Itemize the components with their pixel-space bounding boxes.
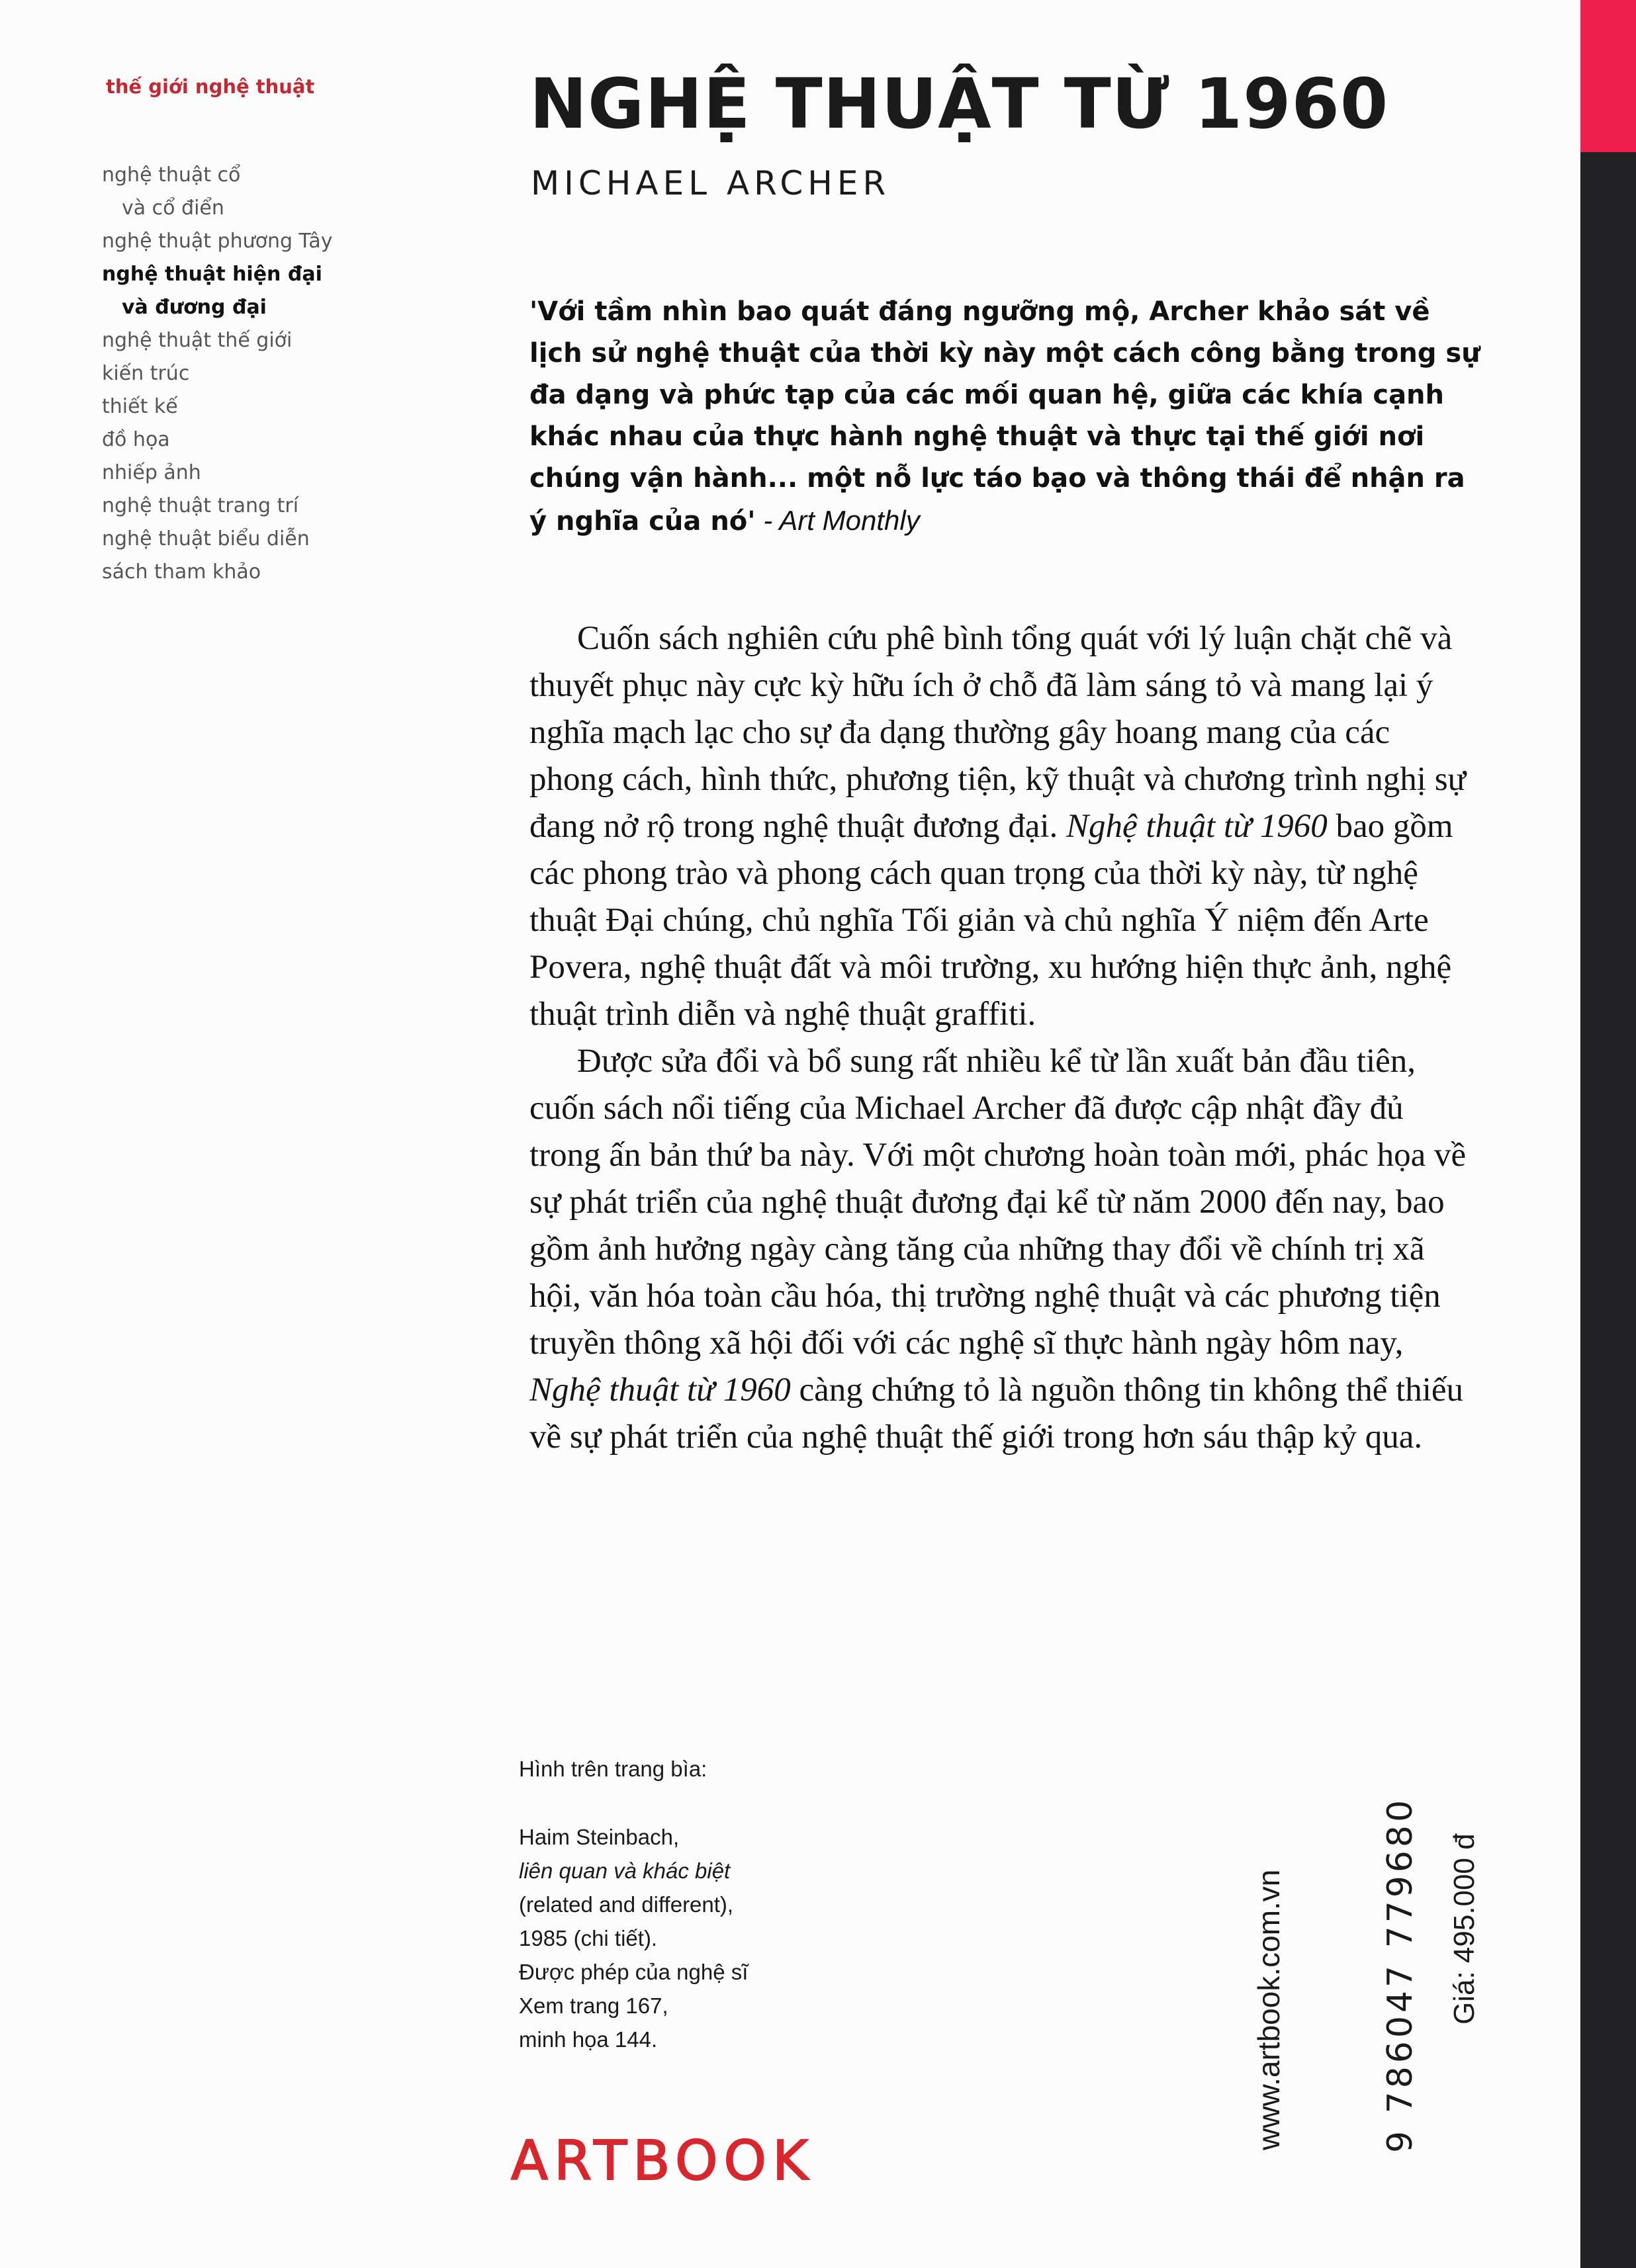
category-item: nghệ thuật phương Tây xyxy=(102,230,333,253)
category-item: nghệ thuật thế giới xyxy=(102,329,293,352)
category-item: thiết kế xyxy=(102,395,178,418)
book-author: MICHAEL ARCHER xyxy=(531,164,891,202)
caption-work-title: liên quan và khác biệt xyxy=(519,1858,731,1883)
category-item: sách tham khảo xyxy=(102,560,261,584)
description xyxy=(529,615,1482,1461)
caption-heading: Hình trên trang bìa: xyxy=(519,1757,707,1781)
caption-artist: Haim Steinbach, xyxy=(519,1825,680,1849)
series-label: thế giới nghệ thuật xyxy=(106,75,315,98)
series-category-list xyxy=(102,159,333,589)
category-item: và cổ điển xyxy=(122,196,224,220)
isbn-barcode-number: 9 786047 779680 xyxy=(1381,1796,1420,2153)
category-item: nhiếp ảnh xyxy=(102,461,201,484)
category-item: nghệ thuật biểu diễn xyxy=(102,527,310,550)
caption-page-ref: Xem trang 167, xyxy=(519,1993,668,2018)
description-text: Cuốn sách nghiên cứu phê bình tổng quát với lý luận chặt chẽ và thuyết phục này cực kỳ hữu ích ở chỗ đã làm sáng tỏ và mang lại ý nghĩa mạch lạc cho sự đa dạng thường gây hoang mang của các phong cách, hình thức, phương tiện, kỹ thuật và chương trình nghị sự đang nở rộ trong nghệ thuật đương đại. xyxy=(529,620,1467,845)
description-text: Được sửa đổi và bổ sung rất nhiều kể từ lần xuất bản đầu tiên, cuốn sách nổi tiếng của Michael Archer đã được cập nhật đầy đủ trong ấn bản thứ ba này. Với một chương hoàn toàn mới, phác họa về sự phát triển của nghệ thuật đương đại kể từ năm 2000 đến nay, bao gồm ảnh hưởng ngày càng tăng của những thay đổi về chính trị xã hội, văn hóa toàn cầu hóa, thị trường nghệ thuật và các phương tiện truyền thông xã hội đối với các nghệ sĩ thực hành ngày hôm nay, xyxy=(529,1043,1467,1362)
quote-text: 'Với tầm nhìn bao quát đáng ngưỡng mộ, Archer khảo sát về lịch sử nghệ thuật của thời kỳ này một cách công bằng trong sự đa dạng và phức tạp của các mối quan hệ, giữa các khía cạnh khác nhau của thực hành nghệ thuật và thực tại thế giới nơi chúng vận hành... một nỗ lực táo bạo và thông thái để nhận ra ý nghĩa của nó' xyxy=(529,296,1480,537)
category-item: và đương đại xyxy=(122,296,267,319)
description-paragraph-2 xyxy=(529,1038,1482,1461)
description-paragraph-1 xyxy=(529,615,1482,1038)
cover-image-caption xyxy=(519,1752,748,2056)
category-item: đồ họa xyxy=(102,428,170,451)
caption-work-title-en: (related and different), xyxy=(519,1892,734,1917)
publisher-logo-text: ARTBOOK xyxy=(511,2130,814,2190)
category-item: kiến trúc xyxy=(102,362,190,385)
category-item: nghệ thuật cổ xyxy=(102,163,241,187)
artbook-logo xyxy=(510,2130,907,2190)
review-quote xyxy=(529,291,1482,543)
book-title-italic: Nghệ thuật từ 1960 xyxy=(529,1372,791,1409)
book-title: NGHỆ THUẬT TỪ 1960 xyxy=(529,64,1389,144)
caption-year: 1985 (chi tiết). xyxy=(519,1926,658,1950)
publisher-website: www.artbook.com.vn xyxy=(1251,1869,1286,2150)
description-text: bao gồm các phong trào và phong cách quan trọng của thời kỳ này, từ nghệ thuật Đại chúng, chủ nghĩa Tối giản và chủ nghĩa Ý niệm đến Arte Povera, nghệ thuật đất và môi trường, xu hướng hiện thực ảnh, nghệ thuật trình diễn và nghệ thuật graffiti. xyxy=(529,808,1453,1033)
book-title-italic: Nghệ thuật từ 1960 xyxy=(1066,808,1328,845)
spine-red-band xyxy=(1580,0,1636,152)
description-text: càng chứng tỏ là nguồn thông tin không thể thiếu về sự phát triển của nghệ thuật thế giới trong hơn sáu thập kỷ qua. xyxy=(529,1372,1464,1456)
category-item: nghệ thuật hiện đại xyxy=(102,263,322,286)
spine-dark-band xyxy=(1580,152,1636,2268)
price-label: Giá: 495.000 đ xyxy=(1448,1833,1480,2025)
caption-permission: Được phép của nghệ sĩ xyxy=(519,1960,749,1984)
caption-plate-ref: minh họa 144. xyxy=(519,2027,658,2052)
category-item: nghệ thuật trang trí xyxy=(102,494,299,517)
quote-source: - Art Monthly xyxy=(755,505,920,536)
